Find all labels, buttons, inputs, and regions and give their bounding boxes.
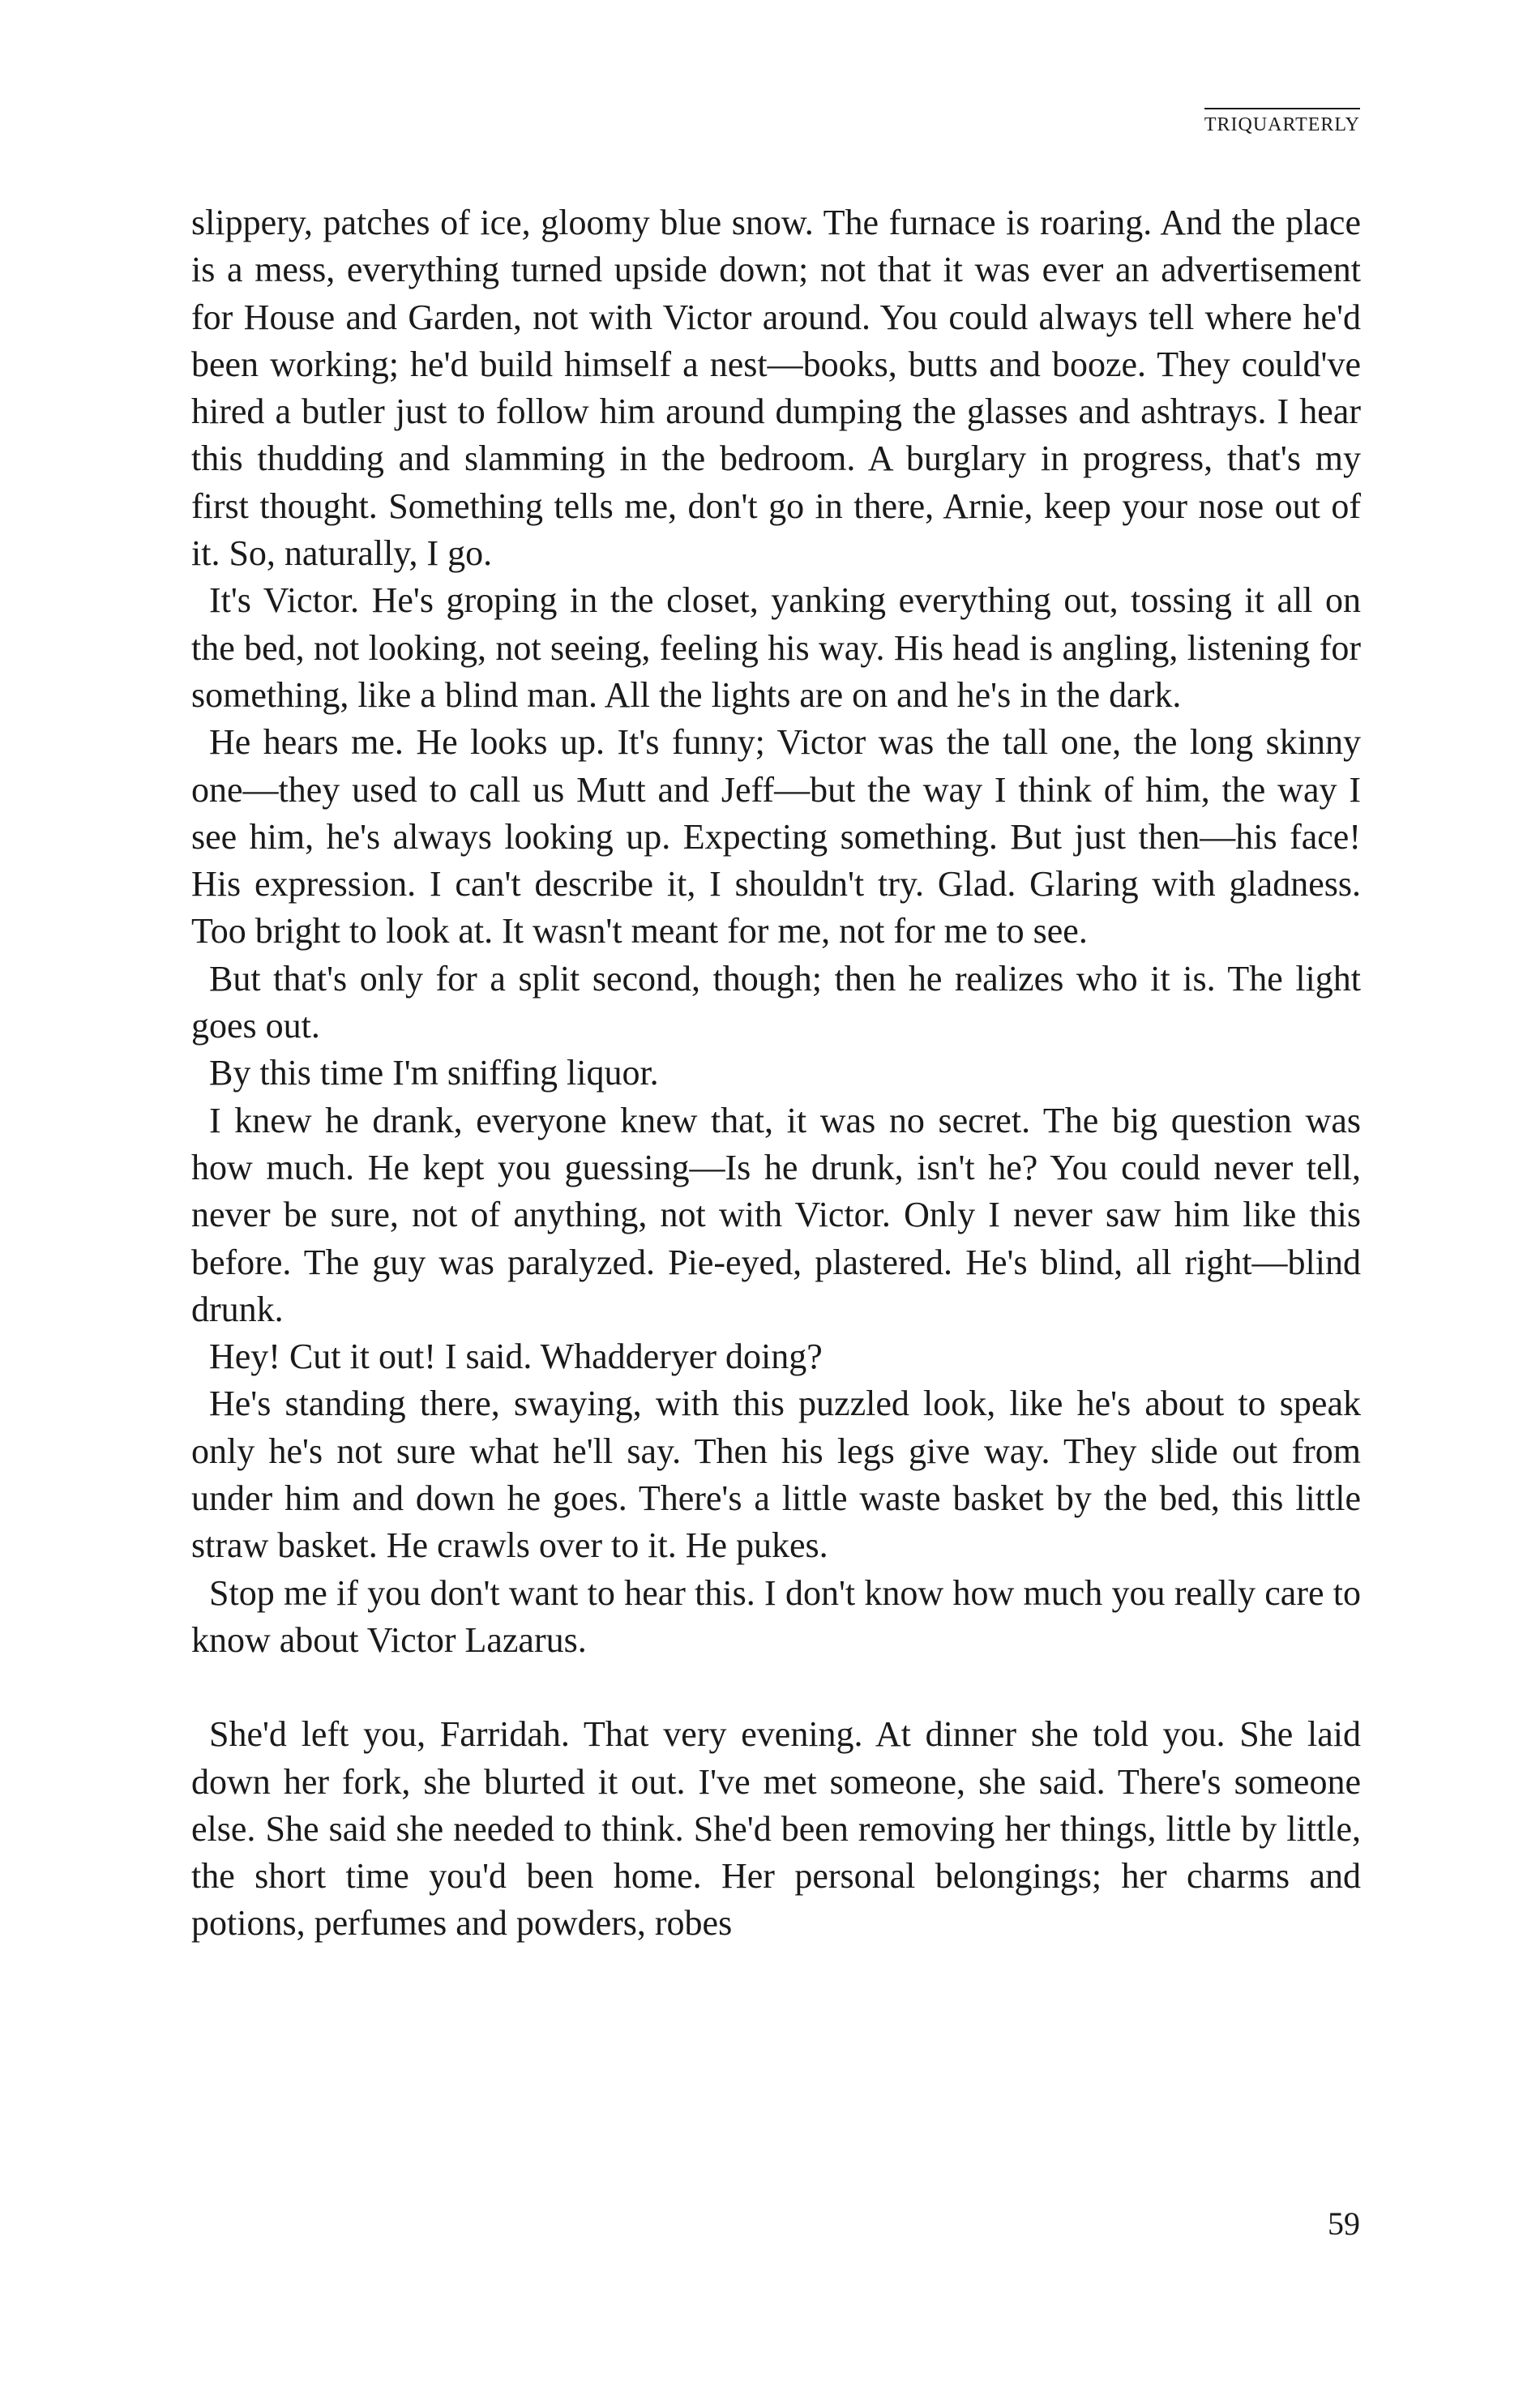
paragraph: But that's only for a split second, though; then he realizes who it is. The light goes out.: [191, 958, 1361, 1046]
paragraph: Hey! Cut it out! I said. Whadderyer doing?: [209, 1337, 823, 1377]
body-text: [191, 199, 1361, 1948]
running-head: TRIQUARTERLY: [1204, 108, 1360, 136]
paragraph: By this time I'm sniffing liquor.: [209, 1053, 659, 1093]
paragraph: I knew he drank, everyone knew that, it was no secret. The big question was how much. He kept you guessing—Is he drunk, isn't he? You could never tell, never be sure, not of anything, not with Victor. Only I never saw him like this before. The guy was paralyzed. Pie-eyed, plastered. He's blind, all right—blind drunk.: [191, 1100, 1361, 1329]
paragraph: He hears me. He looks up. It's funny; Victor was the tall one, the long skinny one—they used to call us Mutt and Jeff—but the way I think of him, the way I see him, he's always looking up. Expecting something. But just then—his face! His expression. I can't describe it, I shouldn't try. Glad. Glaring with gladness. Too bright to look at. It wasn't meant for me, not for me to see.: [191, 722, 1361, 952]
page-number: 59: [1328, 2205, 1360, 2242]
paragraph: He's standing there, swaying, with this puzzled look, like he's about to speak only he's not sure what he'll say. Then his legs give way. They slide out from under him and down he goes. There's a little waste basket by the bed, this little straw basket. He crawls over to it. He pukes.: [191, 1384, 1361, 1566]
paragraph: slippery, patches of ice, gloomy blue snow. The furnace is roaring. And the place is a mess, everything turned upside down; not that it was ever an advertisement for House and Garden, not with Victor around. You could always tell where he'd been working; he'd build himself a nest—books, butts and booze. They could've hired a butler just to follow him around dumping the glasses and ashtrays. I hear this thudding and slamming in the bedroom. A burglary in progress, that's my first thought. Something tells me, don't go in there, Arnie, keep your nose out of it. So, naturally, I go.: [191, 203, 1361, 574]
paragraph: It's Victor. He's groping in the closet, yanking everything out, tossing it all on the bed, not looking, not seeing, feeling his way. His head is angling, listening for something, like a blind man. All the lights are on and he's in the dark.: [191, 580, 1361, 715]
paragraph: Stop me if you don't want to hear this. I don't know how much you really care to know about Victor Lazarus.: [191, 1572, 1361, 1660]
paragraph-section-start: She'd left you, Farridah. That very evening. At dinner she told you. She laid down her fork, she blurted it out. I've met someone, she said. There's someone else. She said she needed to think. She'd been removing her things, little by little, the short time you'd been home. Her personal belongings; her charms and potions, perfumes and powders, robes: [191, 1714, 1361, 1944]
